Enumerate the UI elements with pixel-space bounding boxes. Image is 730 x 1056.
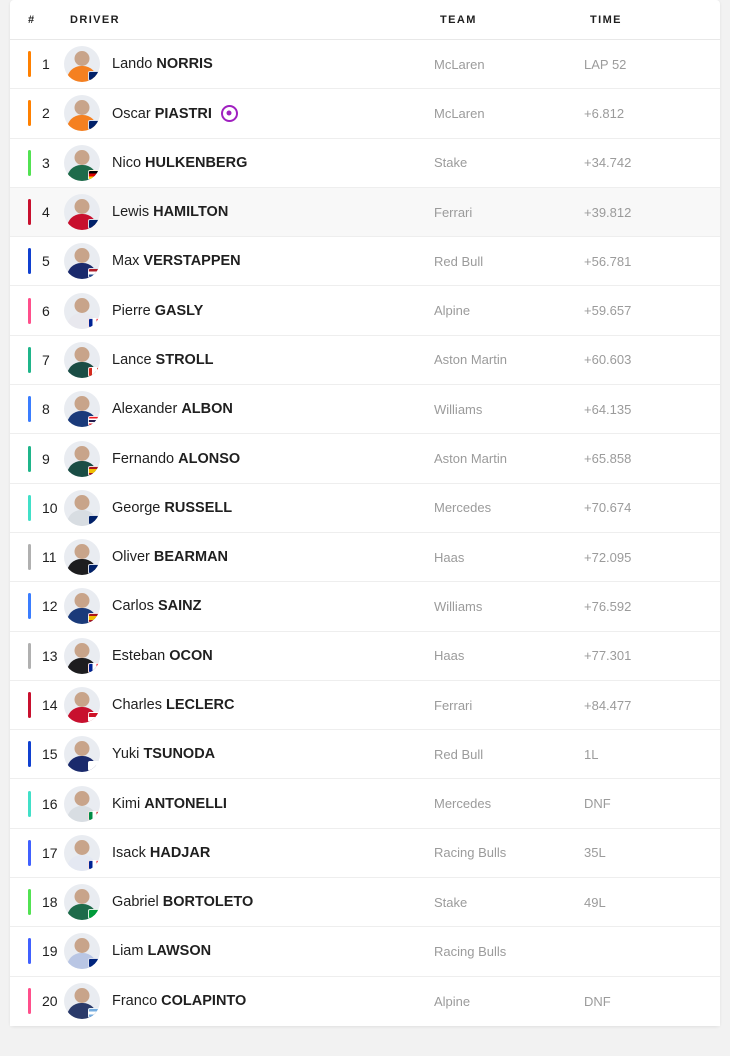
driver-cell[interactable] (64, 884, 434, 920)
time-value: DNF (584, 796, 611, 812)
team-name: Red Bull (434, 253, 484, 269)
driver-first-name: Esteban (112, 647, 170, 664)
table-row[interactable] (10, 927, 720, 976)
driver-name (112, 746, 215, 762)
driver-cell[interactable] (64, 46, 434, 82)
driver-last-name: HAMILTON (153, 204, 229, 221)
driver-name (112, 352, 214, 368)
time-value: 49L (584, 894, 606, 910)
team-color-bar (28, 692, 31, 718)
driver-name (112, 894, 253, 910)
table-row[interactable] (10, 385, 720, 434)
flag-icon-it (88, 811, 100, 821)
driver-last-name: NORRIS (156, 56, 213, 73)
table-header (10, 0, 720, 40)
driver-cell[interactable] (64, 391, 434, 427)
driver-name (112, 155, 247, 171)
team-name: Racing Bulls (434, 845, 507, 861)
time-value: +34.742 (584, 155, 632, 171)
driver-cell[interactable] (64, 687, 434, 723)
flag-icon-gb (88, 71, 100, 81)
driver-cell[interactable] (64, 933, 434, 969)
team-name: Aston Martin (434, 352, 507, 368)
driver-name (112, 204, 228, 220)
flag-icon-es (88, 613, 100, 623)
flag-icon-jp (88, 761, 100, 771)
team-color-bar (28, 248, 31, 274)
avatar (64, 835, 100, 871)
table-row[interactable] (10, 977, 720, 1026)
results-list (10, 40, 720, 1026)
position-number: 20 (42, 993, 58, 1010)
position-number: 11 (42, 549, 57, 566)
avatar-head-icon (75, 889, 90, 904)
driver-last-name: LECLERC (166, 697, 235, 713)
driver-first-name: George (112, 499, 165, 516)
avatar (64, 391, 100, 427)
avatar-head-icon (75, 692, 90, 707)
team-name: Red Bull (434, 746, 484, 762)
driver-last-name: VERSTAPPEN (143, 253, 241, 270)
position-number: 8 (42, 401, 50, 418)
avatar-head-icon (75, 51, 90, 66)
time-value: +59.657 (584, 303, 632, 319)
table-row[interactable] (10, 336, 720, 385)
team-color-bar (28, 840, 31, 866)
driver-name (112, 796, 227, 812)
flag-icon-nz (88, 958, 100, 968)
position-number: 7 (42, 351, 50, 368)
driver-last-name: COLAPINTO (161, 993, 247, 1010)
flag-icon-th (88, 416, 100, 426)
avatar (64, 588, 100, 624)
position-number: 6 (42, 302, 50, 319)
table-row[interactable] (10, 434, 720, 483)
driver-first-name: Lewis (112, 204, 154, 221)
avatar (64, 539, 100, 575)
driver-cell[interactable] (64, 835, 434, 871)
driver-cell[interactable] (64, 588, 434, 624)
team-color-bar (28, 347, 31, 373)
driver-last-name: ALONSO (178, 450, 241, 467)
position-number: 12 (42, 598, 58, 615)
team-color-bar (28, 741, 31, 767)
position-number: 4 (42, 204, 50, 221)
flag-icon-nl (88, 268, 100, 278)
position-number: 1 (42, 56, 50, 73)
table-row[interactable] (10, 582, 720, 631)
driver-name (112, 845, 210, 861)
results-panel (10, 0, 720, 1026)
team-color-bar (28, 100, 31, 126)
avatar-head-icon (75, 446, 90, 461)
table-row[interactable] (10, 829, 720, 878)
column-header-driver: DRIVER (70, 13, 120, 26)
table-row[interactable] (10, 188, 720, 237)
driver-last-name: SAINZ (157, 598, 202, 615)
team-name: Alpine (434, 303, 471, 319)
driver-last-name: OCON (169, 647, 213, 664)
driver-last-name: TSUNODA (143, 746, 216, 763)
time-value: DNF (584, 993, 611, 1009)
avatar-head-icon (75, 396, 90, 411)
team-name: McLaren (434, 56, 485, 72)
avatar-head-icon (75, 100, 90, 115)
team-color-bar (28, 938, 31, 964)
team-name: Racing Bulls (434, 943, 507, 959)
column-header-position: # (28, 13, 36, 26)
time-value: +64.135 (584, 401, 632, 417)
time-value: +84.477 (584, 697, 632, 713)
avatar (64, 342, 100, 378)
driver-first-name: Yuki (112, 746, 144, 763)
flag-icon-gb (88, 219, 100, 229)
position-number: 17 (42, 844, 58, 861)
time-value: +56.781 (584, 253, 632, 269)
position-number: 9 (42, 450, 50, 467)
team-color-bar (28, 791, 31, 817)
driver-cell[interactable] (64, 342, 434, 378)
flag-icon-br (88, 909, 100, 919)
team-name: Williams (434, 598, 483, 614)
time-value: +65.858 (584, 451, 632, 467)
avatar-head-icon (75, 298, 90, 313)
driver-first-name: Lance (112, 351, 156, 368)
driver-first-name: Oscar (112, 105, 155, 122)
driver-name (112, 401, 233, 417)
table-row[interactable] (10, 681, 720, 730)
avatar (64, 638, 100, 674)
team-color-bar (28, 889, 31, 915)
team-name: Alpine (434, 993, 471, 1009)
time-value: +72.095 (584, 549, 632, 565)
avatar (64, 293, 100, 329)
driver-first-name: Lando (112, 56, 157, 73)
driver-first-name: Oliver (112, 549, 154, 566)
avatar (64, 95, 100, 131)
team-name: McLaren (434, 105, 485, 121)
table-row[interactable] (10, 878, 720, 927)
team-name: Mercedes (434, 500, 492, 516)
time-value: +6.812 (584, 105, 625, 121)
avatar-head-icon (75, 495, 90, 510)
team-name: Mercedes (434, 796, 492, 812)
flag-icon-fr (88, 663, 100, 673)
team-name: Aston Martin (434, 451, 507, 467)
table-row[interactable] (10, 237, 720, 286)
table-row[interactable] (10, 40, 720, 89)
driver-first-name: Kimi (112, 795, 145, 812)
driver-name (112, 549, 228, 565)
avatar-head-icon (75, 199, 90, 214)
avatar (64, 243, 100, 279)
driver-cell[interactable] (64, 736, 434, 772)
driver-last-name: GASLY (154, 302, 204, 319)
position-number: 5 (42, 253, 50, 270)
time-value: +60.603 (584, 352, 632, 368)
avatar (64, 983, 100, 1019)
team-color-bar (28, 150, 31, 176)
driver-last-name: HADJAR (149, 844, 211, 861)
team-name: Haas (434, 549, 465, 565)
driver-cell[interactable] (64, 293, 434, 329)
flag-icon-es (88, 466, 100, 476)
time-value: 35L (584, 845, 606, 861)
driver-cell[interactable] (64, 638, 434, 674)
table-row[interactable] (10, 730, 720, 779)
position-number: 14 (42, 697, 58, 713)
driver-last-name: STROLL (155, 351, 214, 368)
flag-icon-fr (88, 318, 100, 328)
driver-cell[interactable] (64, 786, 434, 822)
driver-first-name: Gabriel (112, 894, 163, 911)
avatar (64, 736, 100, 772)
team-color-bar (28, 643, 31, 669)
driver-name (112, 943, 211, 959)
driver-name (112, 500, 232, 516)
driver-cell[interactable] (64, 441, 434, 477)
fastest-lap-icon (221, 105, 238, 122)
driver-cell[interactable] (64, 490, 434, 526)
team-color-bar (28, 988, 31, 1014)
time-value: LAP 52 (584, 56, 627, 72)
avatar (64, 145, 100, 181)
table-row[interactable] (10, 779, 720, 828)
driver-first-name: Carlos (112, 598, 158, 615)
flag-icon-fr (88, 860, 100, 870)
team-color-bar (28, 51, 31, 77)
driver-first-name: Fernando (112, 450, 179, 467)
avatar (64, 884, 100, 920)
time-value: +77.301 (584, 648, 632, 664)
table-row[interactable] (10, 286, 720, 335)
avatar-head-icon (75, 347, 90, 362)
team-name: Ferrari (434, 204, 473, 220)
position-number: 10 (42, 499, 58, 516)
driver-first-name: Isack (112, 844, 150, 861)
avatar-head-icon (75, 593, 90, 608)
avatar-head-icon (75, 840, 90, 855)
avatar (64, 441, 100, 477)
driver-first-name: Charles (112, 697, 166, 713)
driver-cell[interactable] (64, 95, 434, 131)
team-color-bar (28, 298, 31, 324)
driver-first-name: Nico (112, 154, 146, 171)
driver-last-name: RUSSELL (164, 499, 233, 516)
driver-first-name: Liam (112, 943, 148, 960)
avatar (64, 933, 100, 969)
position-number: 3 (42, 154, 50, 171)
team-color-bar (28, 446, 31, 472)
team-name: Haas (434, 648, 465, 664)
flag-icon-mc (88, 712, 100, 722)
table-row[interactable] (10, 533, 720, 582)
driver-last-name: BEARMAN (153, 549, 229, 566)
avatar-head-icon (75, 544, 90, 559)
position-number: 16 (42, 795, 58, 812)
flag-icon-ar (88, 1008, 100, 1018)
time-value: +70.674 (584, 500, 632, 516)
team-name: Williams (434, 401, 483, 417)
driver-name (112, 993, 246, 1009)
driver-name (112, 451, 240, 467)
driver-last-name: ANTONELLI (144, 795, 227, 812)
team-name: Ferrari (434, 697, 473, 713)
avatar-head-icon (75, 791, 90, 806)
avatar (64, 490, 100, 526)
avatar-head-icon (75, 248, 90, 263)
driver-cell[interactable] (64, 194, 434, 230)
time-value: +39.812 (584, 204, 632, 220)
position-number: 2 (42, 105, 50, 122)
flag-icon-gb (88, 564, 100, 574)
avatar-head-icon (75, 741, 90, 756)
team-name: Stake (434, 894, 468, 910)
position-number: 19 (42, 943, 58, 960)
driver-cell[interactable] (64, 145, 434, 181)
driver-last-name: ALBON (181, 401, 233, 418)
avatar-head-icon (75, 150, 90, 165)
driver-first-name: Franco (112, 993, 162, 1010)
avatar (64, 687, 100, 723)
position-number: 15 (42, 746, 58, 763)
time-value: +76.592 (584, 598, 632, 614)
flag-icon-au (88, 120, 100, 130)
driver-name (112, 598, 201, 614)
driver-name (112, 105, 238, 122)
team-name: Stake (434, 155, 468, 171)
avatar (64, 786, 100, 822)
driver-first-name: Max (112, 253, 144, 270)
driver-cell[interactable] (64, 539, 434, 575)
position-number: 13 (42, 647, 58, 664)
table-row[interactable] (10, 484, 720, 533)
avatar (64, 46, 100, 82)
driver-name (112, 648, 213, 664)
avatar (64, 194, 100, 230)
driver-last-name: LAWSON (147, 943, 212, 960)
table-row[interactable] (10, 139, 720, 188)
driver-cell[interactable] (64, 983, 434, 1019)
driver-cell[interactable] (64, 243, 434, 279)
driver-last-name: BORTOLETO (162, 894, 254, 911)
driver-name (112, 303, 203, 319)
column-header-team: TEAM (440, 13, 477, 26)
team-color-bar (28, 544, 31, 570)
team-color-bar (28, 396, 31, 422)
table-row[interactable] (10, 89, 720, 138)
driver-name (112, 253, 241, 269)
position-number: 18 (42, 894, 58, 911)
driver-first-name: Alexander (112, 401, 182, 418)
flag-icon-ca (88, 367, 100, 377)
avatar-head-icon (75, 938, 90, 953)
flag-icon-de (88, 170, 100, 180)
driver-name (112, 56, 213, 72)
team-color-bar (28, 495, 31, 521)
column-header-time: TIME (590, 13, 622, 26)
driver-name (112, 697, 234, 713)
team-color-bar (28, 593, 31, 619)
avatar-head-icon (75, 643, 90, 658)
team-color-bar (28, 199, 31, 225)
driver-first-name: Pierre (112, 302, 155, 319)
avatar-head-icon (75, 988, 90, 1003)
driver-last-name: PIASTRI (154, 105, 212, 122)
table-row[interactable] (10, 632, 720, 681)
driver-last-name: HULKENBERG (145, 154, 248, 171)
flag-icon-gb (88, 515, 100, 525)
time-value: 1L (584, 746, 599, 762)
